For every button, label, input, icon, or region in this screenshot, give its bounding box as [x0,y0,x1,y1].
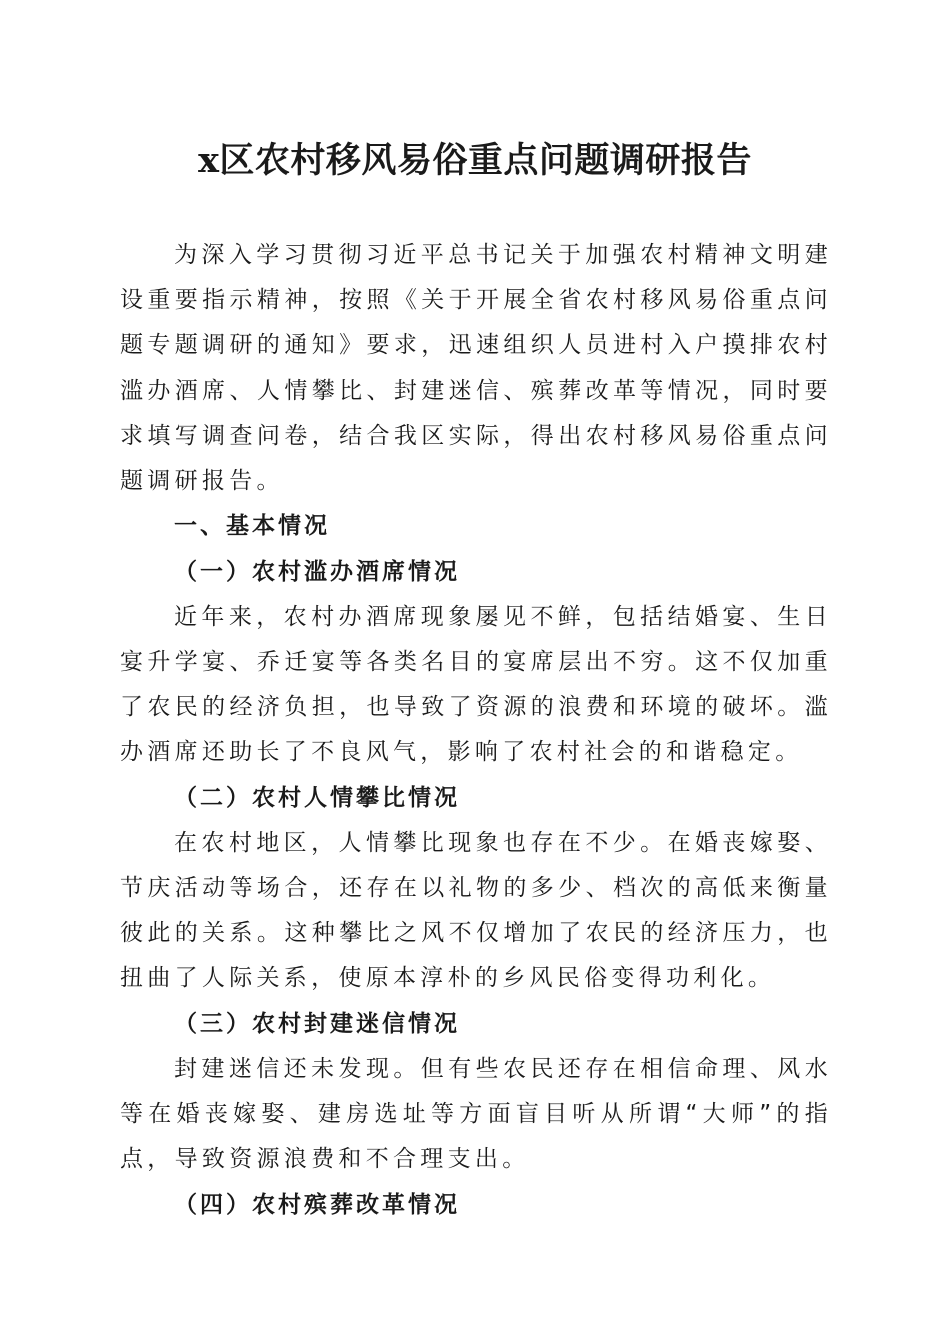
subsection-heading-gift-comparison: （二）农村人情攀比情况 [174,784,460,812]
subsection-heading-funeral-reform: （四）农村殡葬改革情况 [174,1191,460,1219]
paragraph-gift-comparison: 在农村地区，人情攀比现象也存在不少。在婚丧嫁娶、节庆活动等场合，还存在以礼物的多少、档次的高低来衡量彼此的关系。这种攀比之风不仅增加了农民的经济压力，也扭曲了人际关系，使原本淳朴的乡风民俗变得功利化。 [120,829,832,992]
document-body [120,233,832,1227]
section-heading-basic-situation: 一、基本情况 [174,513,330,540]
paragraph-superstition: 封建迷信还未发现。但有些农民还存在相信命理、风水等在婚丧嫁娶、建房选址等方面盲目听从所谓“大师”的指点，导致资源浪费和不合理支出。 [120,1055,832,1173]
intro-paragraph: 为深入学习贯彻习近平总书记关于加强农村精神文明建设重要指示精神，按照《关于开展全省农村移风易俗重点问题专题调研的通知》要求，迅速组织人员进村入户摸排农村滥办酒席、人情攀比、封建迷信、殡葬改革等情况，同时要求填写调查问卷，结合我区实际，得出农村移风易俗重点问题调研报告。 [120,242,832,495]
paragraph-banquets: 近年来，农村办酒席现象屡见不鲜，包括结婚宴、生日宴升学宴、乔迁宴等各类名目的宴席层出不穷。这不仅加重了农民的经济负担，也导致了资源的浪费和环境的破坏。滥办酒席还助长了不良风气，影响了农村社会的和谐稳定。 [120,603,832,766]
subsection-heading-superstition: （三）农村封建迷信情况 [174,1010,460,1038]
subsection-heading-banquets: （一）农村滥办酒席情况 [174,558,460,586]
document-title: x区农村移风易俗重点问题调研报告 [198,140,752,181]
